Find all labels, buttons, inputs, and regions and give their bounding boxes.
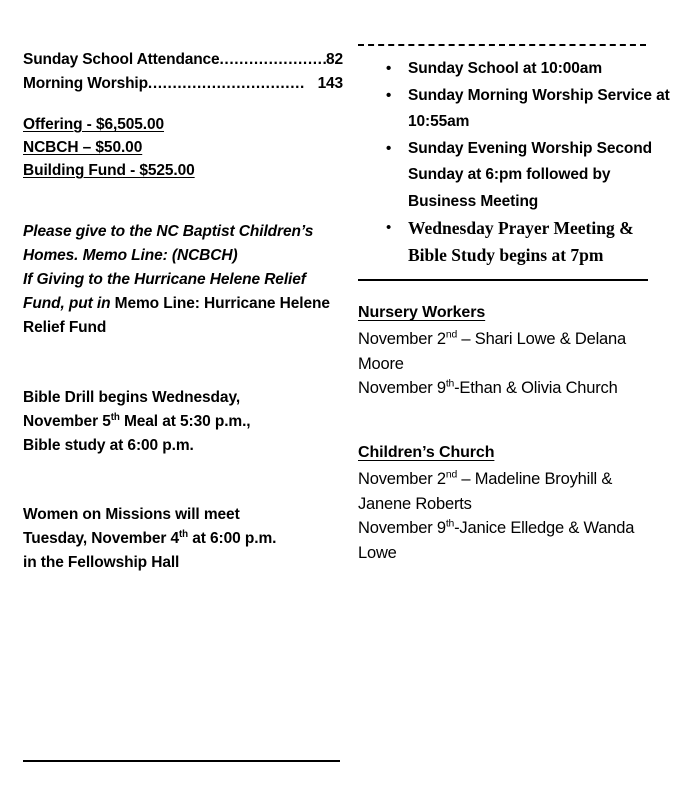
list-item <box>358 83 670 136</box>
attendance-dot-leader: ................................ <box>147 75 305 92</box>
service-schedule-list <box>358 56 670 268</box>
attendance-value: 143 <box>317 75 343 92</box>
schedule-item-text: Wednesday Prayer Meeting & Bible Study begins at 7pm <box>408 218 634 265</box>
schedule-item-text: Sunday Morning Worship Service at 10:55am <box>408 86 670 130</box>
women-on-missions-block <box>23 503 341 575</box>
nursery-workers-heading <box>358 304 485 322</box>
attendance-value: 82 <box>326 51 343 68</box>
bible-drill-line-1: Bible Drill begins Wednesday, <box>23 389 241 406</box>
childrens-entry-suffix: – Madeline Broyhill & Janene Roberts <box>358 470 613 513</box>
bible-drill-block <box>23 386 341 458</box>
nursery-workers-entries <box>358 327 658 401</box>
women-on-missions-line-3: in the Fellowship Hall <box>23 554 180 571</box>
offering-line-ncbch <box>23 139 142 157</box>
giving-note-italic-2: If Giving to the Hurricane Helene Relief Fund, put in <box>23 271 306 312</box>
childrens-entry-prefix: November 9 <box>358 519 446 537</box>
left-column-bottom-divider <box>23 760 340 762</box>
bible-drill-line-3: Bible study at 6:00 p.m. <box>23 437 194 454</box>
bible-drill-line-2-suffix: Meal at 5:30 p.m., <box>119 413 251 430</box>
schedule-top-dashed-divider <box>358 44 646 46</box>
attendance-label: Morning Worship <box>23 75 148 92</box>
bible-drill-line-2-prefix: November 5 <box>23 413 111 430</box>
women-on-missions-line-2-superscript: th <box>179 528 189 540</box>
nursery-workers-heading-text: Nursery Workers <box>358 304 486 321</box>
nursery-entry-suffix: – Shari Lowe & Delana Moore <box>358 330 626 373</box>
giving-note-plain: Memo Line: Hurricane Helene Relief Fund <box>23 295 330 336</box>
offering-line-text: NCBCH – $50.00 <box>23 139 143 156</box>
women-on-missions-line-2-prefix: Tuesday, November 4 <box>23 530 180 547</box>
childrens-entry-superscript: th <box>445 518 455 530</box>
list-item <box>358 136 670 216</box>
giving-note <box>23 220 341 340</box>
nursery-entry-prefix: November 2 <box>358 330 446 348</box>
bullet-icon: • <box>386 220 392 236</box>
childrens-church-heading <box>358 444 494 462</box>
attendance-dot-leader: ...................... <box>219 51 328 68</box>
childrens-entry-superscript: nd <box>445 469 458 481</box>
bullet-icon: • <box>386 139 392 157</box>
left-column <box>23 0 343 790</box>
attendance-label: Sunday School Attendance <box>23 51 220 68</box>
list-item <box>358 56 670 83</box>
offering-line-building-fund <box>23 162 195 180</box>
schedule-item-text: Sunday School at 10:00am <box>408 60 602 77</box>
schedule-item-text: Sunday Evening Worship Second Sunday at 6:pm followed by Business Meeting <box>408 139 652 210</box>
childrens-entry-prefix: November 2 <box>358 470 446 488</box>
offering-line-offering <box>23 116 164 134</box>
list-item <box>358 215 670 268</box>
schedule-bottom-divider <box>358 279 648 281</box>
attendance-row-morning-worship <box>23 72 343 95</box>
childrens-church-heading-text: Children’s Church <box>358 444 495 461</box>
women-on-missions-line-2-suffix: at 6:00 p.m. <box>188 530 277 547</box>
childrens-church-entries <box>358 467 658 565</box>
right-column <box>358 0 670 790</box>
bullet-icon: • <box>386 60 392 77</box>
nursery-entry-superscript: th <box>445 378 455 390</box>
childrens-entry-suffix: -Janice Elledge & Wanda Lowe <box>358 519 635 562</box>
bullet-icon: • <box>386 86 392 104</box>
nursery-entry-superscript: nd <box>445 329 458 341</box>
giving-note-italic-1: Please give to the NC Baptist Children’s Homes. Memo Line: (NCBCH) <box>23 223 314 264</box>
bible-drill-line-2-superscript: th <box>110 411 120 423</box>
offering-line-text: Building Fund - $525.00 <box>23 162 195 179</box>
women-on-missions-line-1: Women on Missions will meet <box>23 506 240 523</box>
nursery-entry-suffix: -Ethan & Olivia Church <box>454 379 618 397</box>
attendance-row-sunday-school <box>23 48 343 71</box>
nursery-entry-prefix: November 9 <box>358 379 446 397</box>
offering-line-text: Offering - $6,505.00 <box>23 116 165 133</box>
